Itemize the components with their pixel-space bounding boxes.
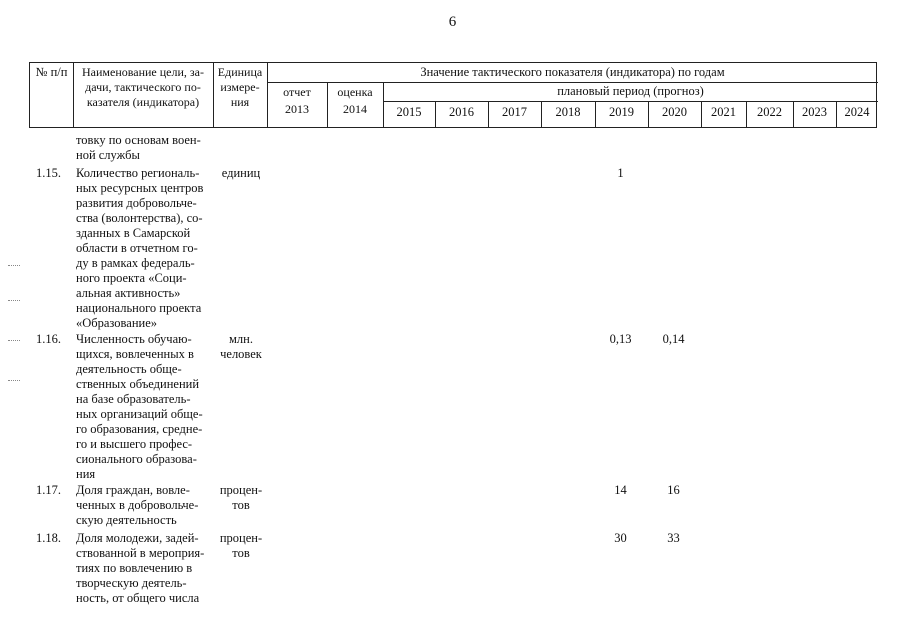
row-unit: процен- тов xyxy=(219,531,263,560)
row-unit: процен- тов xyxy=(219,483,263,512)
value-2020: 16 xyxy=(667,483,680,497)
divider xyxy=(383,101,878,102)
row-number: 1.18. xyxy=(36,531,61,545)
value-2020: 33 xyxy=(667,531,680,545)
header-planned: плановый период (прогноз) xyxy=(557,84,704,98)
value-2019: 0,13 xyxy=(609,332,632,346)
row-unit: единиц xyxy=(221,166,261,180)
year-2021: 2021 xyxy=(711,105,736,119)
scan-mark xyxy=(8,340,20,341)
header-num: № п/п xyxy=(35,65,68,79)
header-unit: Единица измере- ния xyxy=(217,65,263,109)
year-2022: 2022 xyxy=(757,105,782,119)
row-number: 1.17. xyxy=(36,483,61,497)
year-2017: 2017 xyxy=(502,105,527,119)
header-report: отчет 2013 xyxy=(283,85,311,116)
header-name: Наименование цели, за- дачи, тактического по- казателя (индикатора) xyxy=(82,65,204,109)
scan-mark xyxy=(8,300,20,301)
row-name: Численность обучаю- щихся, вовлеченных в деятельность обще- ственных объединений на базе образователь- ных организаций обще- го образования, средне- го и высшего профес- сионального образова- ния xyxy=(76,332,203,481)
row-name: Доля молодежи, задей- ствованной в мероприя- тиях по вовлечению в творческую деятель- ность, от общего числа xyxy=(76,531,205,605)
year-2020: 2020 xyxy=(662,105,687,119)
continuation-text: товку по основам воен- ной службы xyxy=(76,133,201,162)
scan-mark xyxy=(8,380,20,381)
value-2019: 30 xyxy=(614,531,627,545)
value-2019: 1 xyxy=(617,166,624,180)
value-2020: 0,14 xyxy=(662,332,685,346)
divider xyxy=(267,82,878,83)
row-unit: млн. человек xyxy=(220,332,262,361)
year-2023: 2023 xyxy=(802,105,827,119)
row-number: 1.15. xyxy=(36,166,61,180)
year-2015: 2015 xyxy=(396,105,422,119)
year-2019: 2019 xyxy=(609,105,634,119)
value-2019: 14 xyxy=(614,483,627,497)
year-2018: 2018 xyxy=(555,105,581,119)
year-2016: 2016 xyxy=(449,105,474,119)
row-number: 1.16. xyxy=(36,332,61,346)
row-name: Количество региональ- ных ресурсных центров развития добровольче- ства (волонтерства), со- зданных в Самарской области в отчетном го- ду в рамках федераль- ного проекта «Соци- альная активность» национального проекта «Образование» xyxy=(76,166,204,330)
row-name: Доля граждан, вовле- ченных в добровольче- скую деятельность xyxy=(76,483,199,527)
page-number: 6 xyxy=(448,14,457,30)
scan-mark xyxy=(8,265,20,266)
header-estimate: оценка 2014 xyxy=(337,85,373,116)
year-2024: 2024 xyxy=(844,105,870,119)
table-header xyxy=(29,62,877,128)
header-group-title: Значение тактического показателя (индикатора) по годам xyxy=(420,65,725,79)
